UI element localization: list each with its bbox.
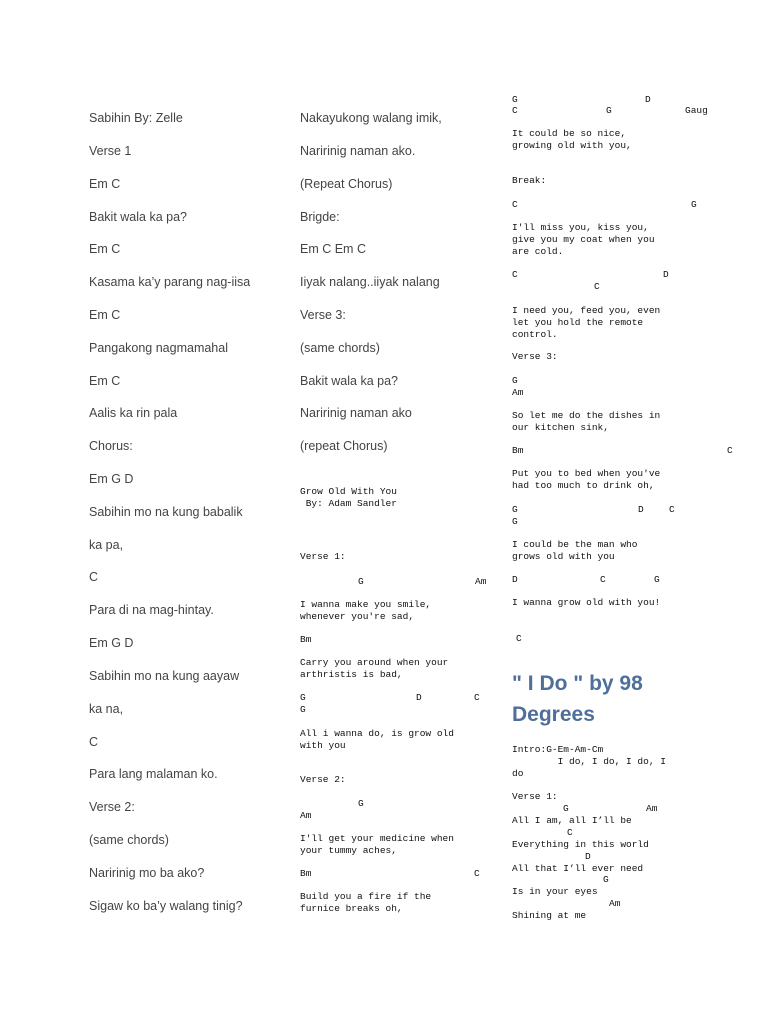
section-label: Brigde:: [300, 210, 340, 224]
chord-line: Em C Em C: [300, 242, 366, 256]
section-label: Verse 1: [89, 144, 132, 158]
section-label: Break:: [512, 175, 547, 186]
lyric-line: Build you a fire if the: [300, 891, 432, 902]
chord: G: [358, 798, 364, 809]
lyric-line: Carry you around when your: [300, 657, 449, 668]
chord-line: C: [89, 735, 99, 749]
lyric-line: Sigaw ko ba’y walang tinig?: [89, 899, 243, 913]
lyric-line: ka na,: [89, 702, 124, 716]
chord: C: [474, 868, 480, 879]
chord: G: [512, 516, 518, 527]
lyric-line: Aalis ka rin pala: [89, 406, 178, 420]
chord: G: [606, 105, 612, 116]
section-label: Verse 1:: [512, 791, 558, 802]
lyric-line: Naririnig naman ako: [300, 406, 412, 420]
chord: G: [654, 574, 660, 585]
lyric-line: Shining at me: [512, 910, 587, 921]
lyric-line: (repeat Chorus): [300, 439, 388, 453]
chord: D: [638, 504, 644, 515]
chord: C: [512, 105, 518, 116]
lyric-line: I wanna grow old with you!: [512, 597, 661, 608]
lyric-line: give you my coat when you: [512, 234, 655, 245]
chord: Gaug: [685, 105, 708, 116]
lyric-line: So let me do the dishes in: [512, 410, 661, 421]
chord: D: [585, 851, 591, 862]
section-label: Verse 1:: [300, 551, 346, 562]
lyric-line: All i wanna do, is grow old: [300, 728, 454, 739]
section-label: Chorus:: [89, 439, 133, 453]
song-heading: " I Do " by 98: [512, 672, 643, 695]
lyric-line: (Repeat Chorus): [300, 177, 393, 191]
chord-line: Em C: [89, 374, 121, 388]
chord: G: [512, 94, 518, 105]
lyric-line: I'll get your medicine when: [300, 833, 454, 844]
lyric-line: your tummy aches,: [300, 845, 397, 856]
chord: C: [474, 692, 480, 703]
song-title: Grow Old With You: [300, 486, 397, 497]
chord: G: [512, 375, 518, 386]
lyric-line: furnice breaks oh,: [300, 903, 403, 914]
section-label: Verse 3:: [512, 351, 558, 362]
chord: C: [727, 445, 733, 456]
chord: C: [567, 827, 573, 838]
chord: G: [603, 874, 609, 885]
lyric-line: (same chords): [89, 833, 169, 847]
chord-line: Em C: [89, 242, 121, 256]
lyric-line: control.: [512, 329, 558, 340]
section-label: Verse 3:: [300, 308, 346, 322]
chord-line: Em C: [89, 177, 121, 191]
lyric-line: Nakayukong walang imik,: [300, 111, 442, 125]
lyric-line: Sabihin mo na kung aayaw: [89, 669, 240, 683]
lyric-line: Everything in this world: [512, 839, 649, 850]
lyric-line: All that I’ll ever need: [512, 863, 644, 874]
lyric-line: Para lang malaman ko.: [89, 767, 218, 781]
lyric-line: our kitchen sink,: [512, 422, 609, 433]
lyric-line: do: [512, 768, 524, 779]
lyric-line: Sabihin mo na kung babalik: [89, 505, 243, 519]
chord: C: [516, 633, 522, 644]
chord: Am: [300, 810, 312, 821]
chord: Am: [646, 803, 658, 814]
lyric-line: (same chords): [300, 341, 380, 355]
chord: Am: [609, 898, 621, 909]
lyric-line: It could be so nice,: [512, 128, 627, 139]
chord: Am: [512, 387, 524, 398]
lyric-line: ka pa,: [89, 538, 124, 552]
section-label: Verse 2:: [89, 800, 135, 814]
chord: D: [645, 94, 651, 105]
lyric-line: All I am, all I’ll be: [512, 815, 632, 826]
chord-line: C: [89, 570, 99, 584]
lyric-line: had too much to drink oh,: [512, 480, 655, 491]
chord: C: [669, 504, 675, 515]
chord-line: Em C: [89, 308, 121, 322]
chord: D: [663, 269, 669, 280]
chord: Bm: [300, 634, 312, 645]
lyric-line: Naririnig mo ba ako?: [89, 866, 205, 880]
lyric-line: I do, I do, I do, I: [512, 756, 666, 767]
lyric-line: Bakit wala ka pa?: [300, 374, 398, 388]
chord: G: [300, 704, 306, 715]
lyric-line: Bakit wala ka pa?: [89, 210, 187, 224]
lyric-line: I wanna make you smile,: [300, 599, 432, 610]
lyric-line: I could be the man who: [512, 539, 638, 550]
chord: C: [594, 281, 600, 292]
lyric-line: Put you to bed when you've: [512, 468, 661, 479]
lyric-line: growing old with you,: [512, 140, 632, 151]
chord: G: [563, 803, 569, 814]
chord-line: Em G D: [89, 636, 134, 650]
chord: D: [416, 692, 422, 703]
lyric-line: Iiyak nalang..iiyak nalang: [300, 275, 440, 289]
chord: C: [512, 269, 518, 280]
chord: C: [512, 199, 518, 210]
chord: G: [300, 692, 306, 703]
lyric-line: Naririnig naman ako.: [300, 144, 416, 158]
lyric-line: arthristis is bad,: [300, 669, 403, 680]
lyric-line: Kasama ka’y parang nag-iisa: [89, 275, 251, 289]
chord-line: Em G D: [89, 472, 134, 486]
lyric-line: Pangakong nagmamahal: [89, 341, 228, 355]
section-label: Verse 2:: [300, 774, 346, 785]
lyric-line: Is in your eyes: [512, 886, 598, 897]
lyric-line: whenever you're sad,: [300, 611, 415, 622]
song-author: By: Adam Sandler: [300, 498, 397, 509]
intro-line: Intro:G-Em-Am-Cm: [512, 744, 604, 755]
lyric-line: with you: [300, 740, 346, 751]
chord: G: [358, 576, 364, 587]
chord: Bm: [300, 868, 312, 879]
chord: D: [512, 574, 518, 585]
lyric-line: I need you, feed you, even: [512, 305, 661, 316]
lyric-line: grows old with you: [512, 551, 615, 562]
lyric-line: I'll miss you, kiss you,: [512, 222, 649, 233]
chord: G: [512, 504, 518, 515]
lyric-line: let you hold the remote: [512, 317, 644, 328]
chord: Bm: [512, 445, 524, 456]
chord: G: [691, 199, 697, 210]
lyric-line: Para di na mag-hintay.: [89, 603, 214, 617]
song-title: Sabihin By: Zelle: [89, 111, 183, 125]
lyric-line: are cold.: [512, 246, 564, 257]
chord: C: [600, 574, 606, 585]
song-heading: Degrees: [512, 703, 595, 726]
chord: Am: [475, 576, 487, 587]
